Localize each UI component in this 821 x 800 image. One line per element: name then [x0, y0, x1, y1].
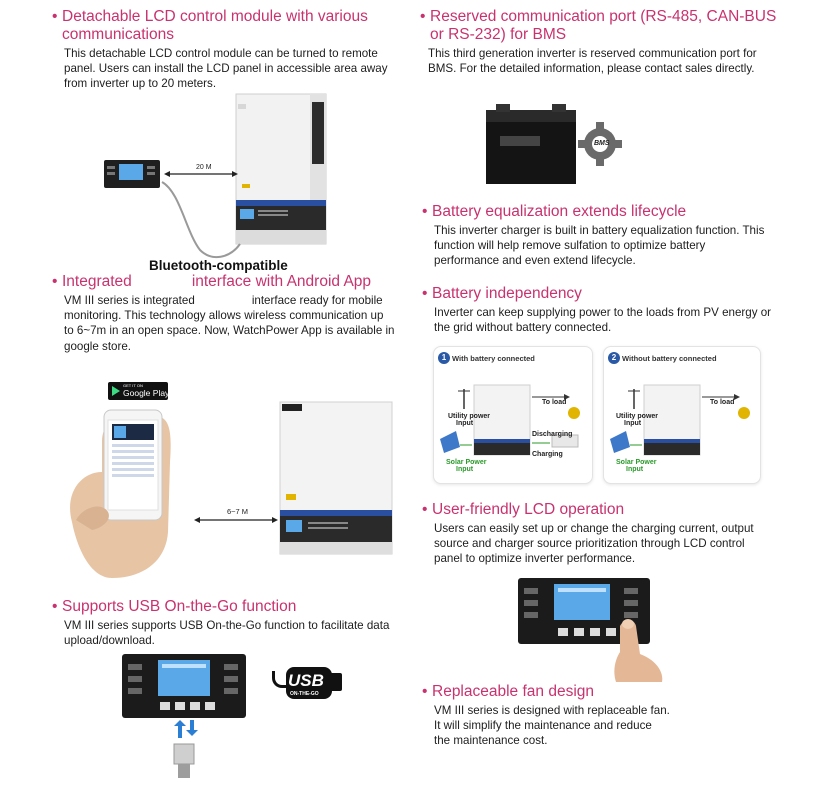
section-equalization	[422, 203, 812, 269]
card-with-battery	[433, 346, 593, 484]
utility-input-label: Utility power Input	[448, 413, 491, 427]
phone-app-image	[62, 402, 182, 582]
section-title: • Reserved communication port (RS-485, CAN-BUS or RS-232) for BMS	[420, 8, 777, 43]
distance-label-20m: 20 M	[196, 164, 212, 171]
usb-lcd-panel-image	[120, 652, 250, 782]
lcd-operation-image	[516, 574, 666, 684]
section-lcd-operation	[422, 501, 812, 567]
solar-input-label: Solar Power Input	[616, 459, 657, 473]
card-number: 1	[438, 352, 450, 364]
to-load-label: To load	[710, 399, 735, 406]
section-title: • Battery equalization extends lifecycle	[422, 203, 687, 220]
section-independency	[422, 285, 812, 335]
section-android	[52, 273, 412, 354]
charging-label: Charging	[532, 451, 563, 458]
section-title: • Supports USB On-the-Go function	[52, 598, 297, 615]
discharging-label: Discharging	[532, 431, 573, 438]
google-play-badge: GET IT ON Google Play	[108, 382, 168, 400]
section-title: • Battery independency	[422, 285, 582, 302]
section-title: • User-friendly LCD operation	[422, 501, 625, 518]
card-title: Without battery connected	[622, 354, 717, 363]
distance-label-6-7m: 6~7 M	[227, 507, 249, 516]
section-body: VM III series supports USB On-the-Go function to facilitate data upload/download.	[64, 619, 390, 648]
section-body: This inverter charger is built in battery equalization function. This function will help remove sulfation to optimize battery performance and even extend lifecycle.	[434, 224, 765, 268]
usb-logo-subtext: ON-THE-GO	[290, 691, 319, 697]
section-usb	[52, 598, 412, 648]
section-body: Users can easily set up or change the charging current, output source and charger source prioritization through LCD control panel to optimize inverter performance.	[434, 522, 754, 566]
bms-gear-label: BMS	[594, 140, 610, 147]
section-title: • Detachable LCD control module with various communications	[52, 8, 368, 43]
bluetooth-caption: Bluetooth-compatible	[149, 258, 288, 273]
card-number: 2	[608, 352, 620, 364]
card-title: With battery connected	[452, 354, 535, 363]
inverter-remote-panel-image	[100, 92, 340, 262]
utility-input-label: Utility power Input	[616, 413, 659, 427]
section-comm-port	[420, 8, 810, 76]
play-icon	[112, 386, 120, 396]
section-body: This third generation inverter is reserved communication port for BMS. For the detailed information, please contact sales directly.	[428, 47, 757, 76]
section-lcd-module	[52, 8, 402, 92]
section-title: • Integrated interface with Android App	[52, 273, 372, 290]
card-without-battery	[603, 346, 761, 484]
section-body: This detachable LCD control module can be turned to remote panel. Users can install the LCD panel in accessible area away from inverter up to 20 meters.	[64, 47, 388, 91]
section-body: VM III series is designed with replaceable fan. It will simplify the maintenance and reduce the maintenance cost.	[434, 704, 670, 748]
to-load-label: To load	[542, 399, 567, 406]
usb-logo-text: USB	[288, 671, 324, 690]
section-body: VM III series is integrated interface ready for mobile monitoring. This technology allows wireless communication up to 6~7m in an open space. Now, WatchPower App is available in google store.	[64, 294, 395, 353]
solar-input-label: Solar Power Input	[446, 459, 487, 473]
section-fan	[422, 683, 812, 749]
section-body: Inverter can keep supplying power to the loads from PV energy or the grid without battery connected.	[434, 306, 772, 335]
section-title: • Replaceable fan design	[422, 683, 595, 700]
usb-otg-logo	[272, 665, 344, 703]
inverter-wireless-image	[190, 398, 400, 558]
